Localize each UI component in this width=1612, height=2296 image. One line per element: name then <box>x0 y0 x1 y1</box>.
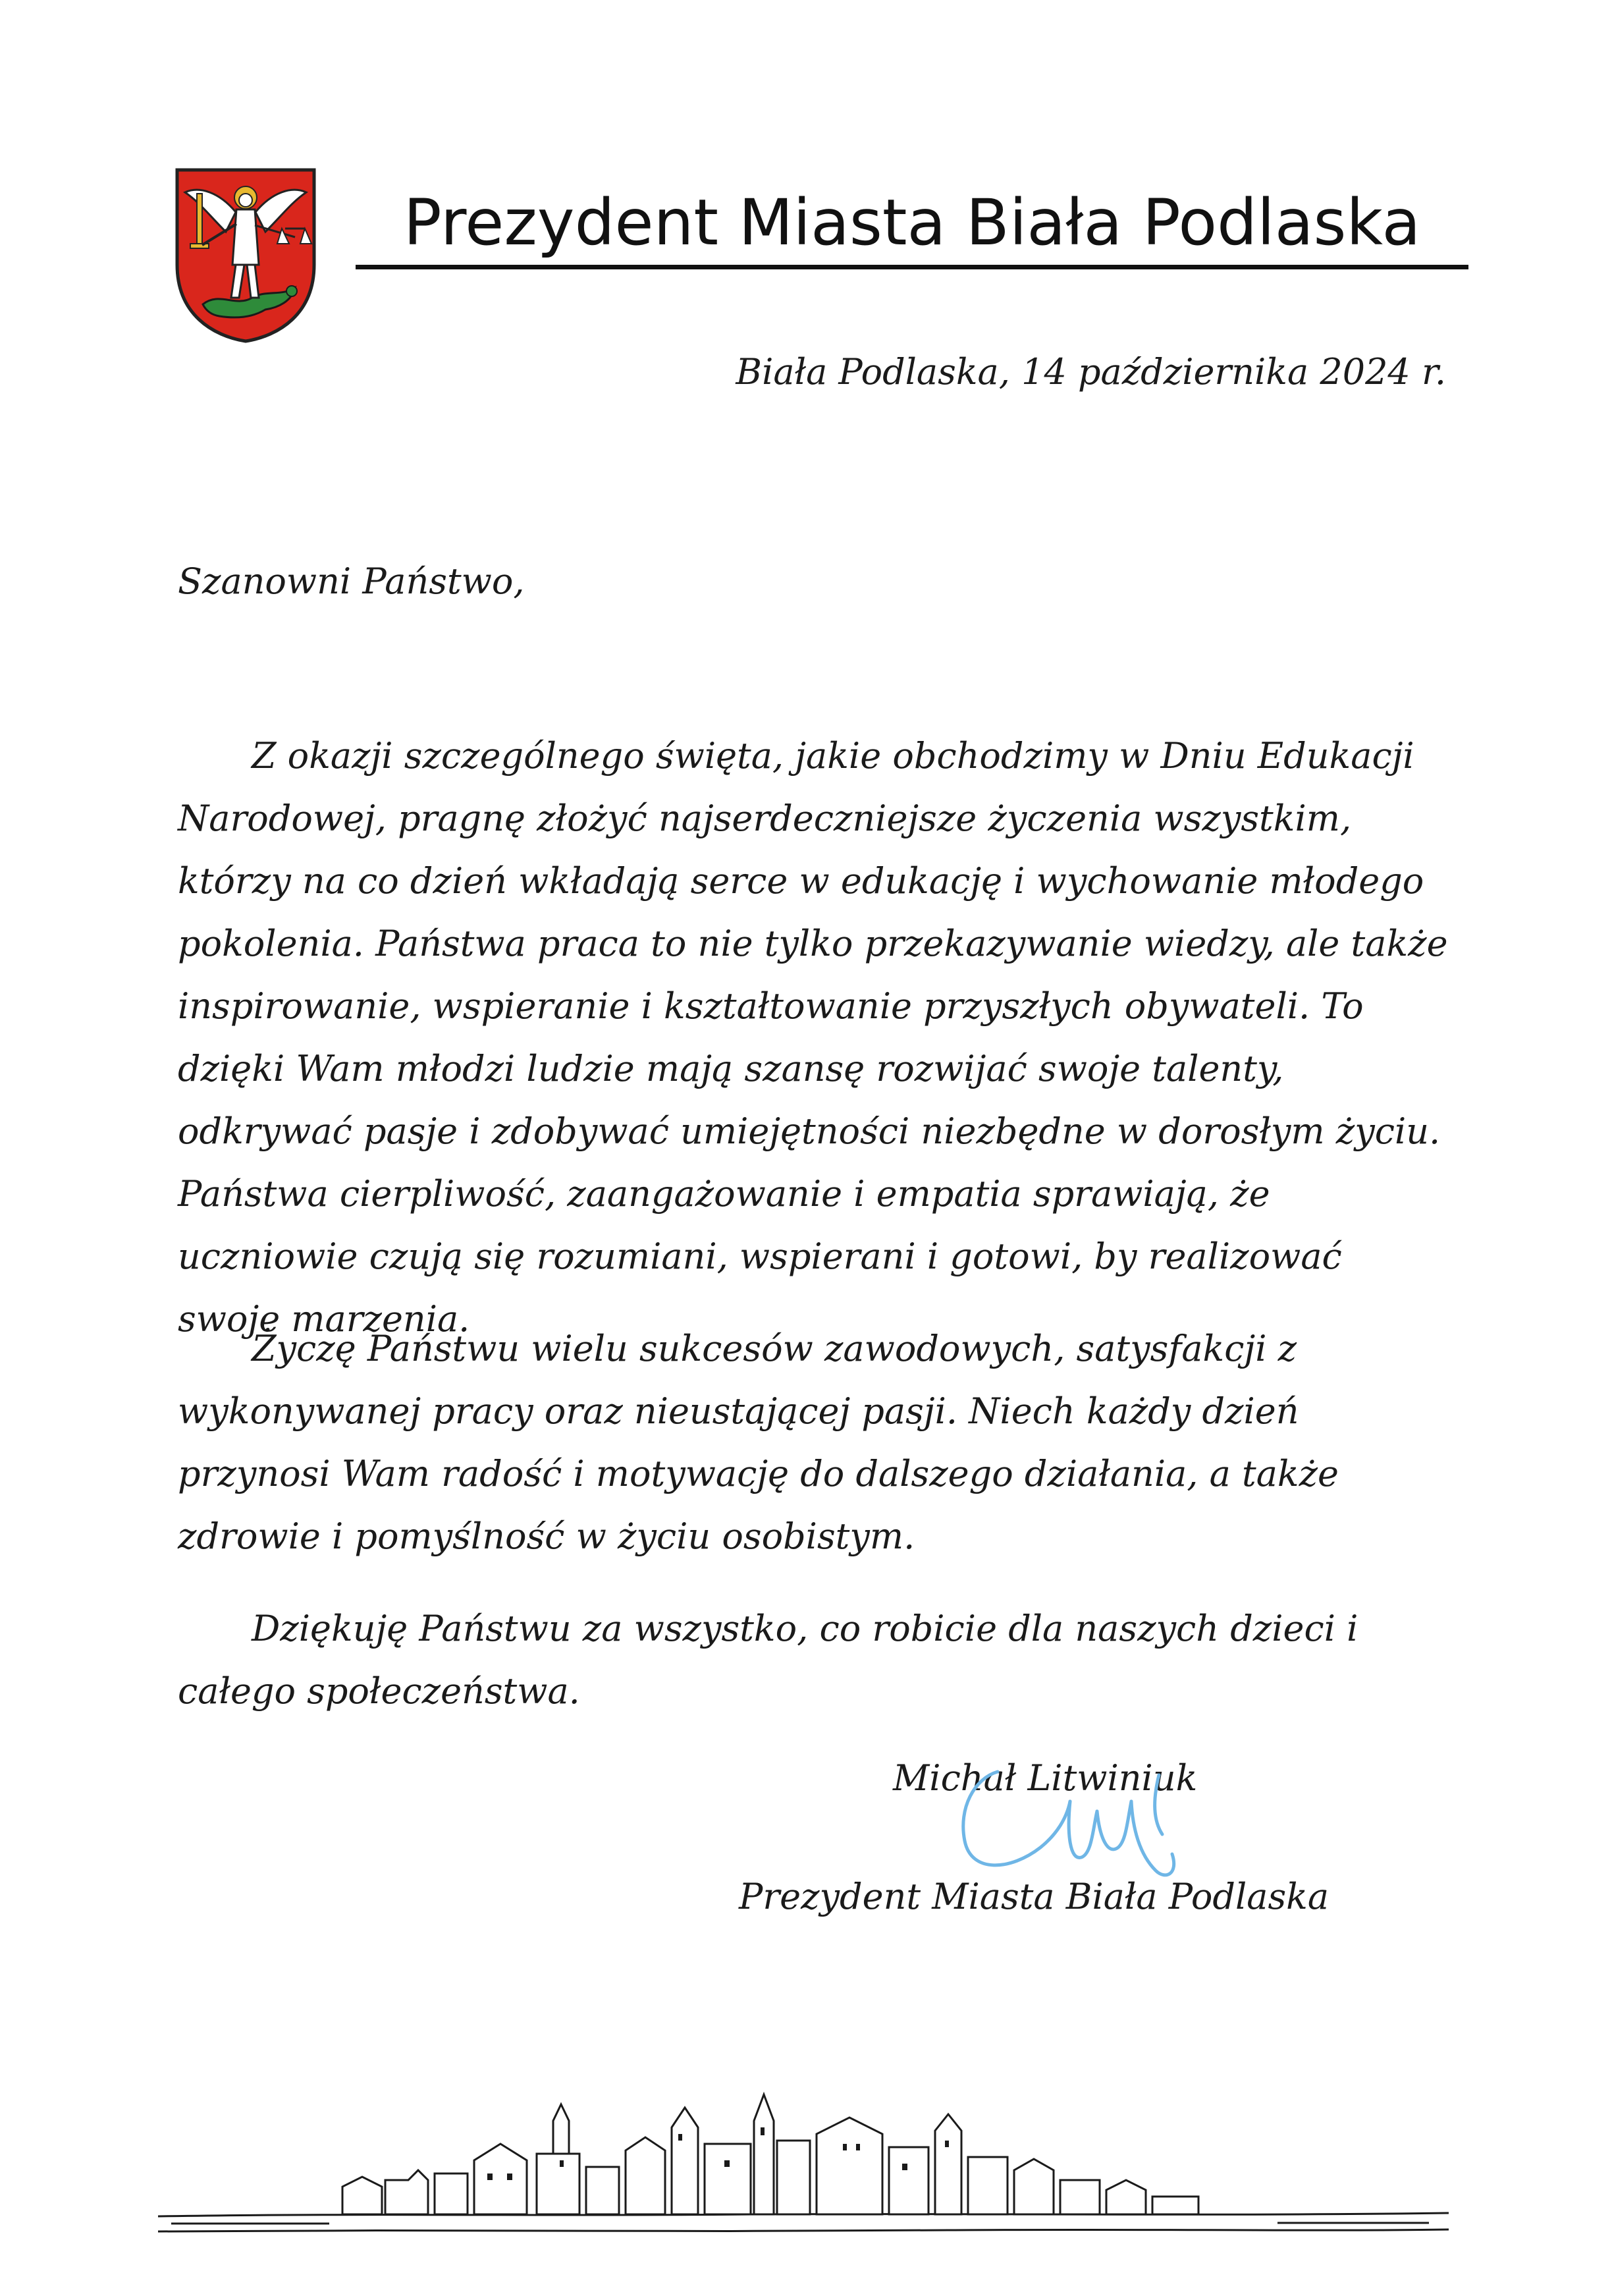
city-coat-of-arms-icon <box>173 166 319 344</box>
greeting: Szanowni Państwo, <box>178 560 525 602</box>
letterhead-rule <box>356 265 1468 269</box>
body-paragraph-1: Z okazji szczególnego święta, jakie obchodzimy w Dniu Edukacji Narodowej, pragnę złożyć najserdeczniejsze życzenia wszystkim, którzy na co dzień wkładają serce w edukację i wychowanie młodego pokolenia. Państwa praca to nie tylko przekazywanie wiedzy, ale także inspirowanie, wspieranie i kształtowanie przyszłych obywateli. To dzięki Wam młodzi ludzie mają szansę rozwijać swoje talenty, odkrywać pasje i zdobywać umiejętności niezbędne w dorosłym życiu. Państwa cierpliwość, zaangażowanie i empatia sprawiają, że uczniowie czują się rozumiani, wspierani i gotowi, by realizować swoje marzenia. <box>178 735 1448 1340</box>
signatory-name: Michał Litwiniuk <box>893 1757 1198 1799</box>
city-skyline-drawing-icon <box>158 2081 1449 2246</box>
body-paragraph-3: Dziękuję Państwu za wszystko, co robicie dla naszych dzieci i całego społeczeństwa. <box>178 1608 1358 1712</box>
body-paragraph-2: Życzę Państwu wielu sukcesów zawodowych, satysfakcji z wykonywanej pracy oraz nieustającej pasji. Niech każdy dzień przynosi Wam radość i motywację do dalszego działania, a także zdrowie i pomyślność w życiu osobistym. <box>178 1328 1339 1557</box>
letterhead <box>356 183 1468 275</box>
letterhead-title: Prezydent Miasta Biała Podlaska <box>403 186 1421 260</box>
place-and-date: Biała Podlaska, 14 października 2024 r. <box>736 351 1446 393</box>
signatory-title: Prezydent Miasta Biała Podlaska <box>739 1876 1330 1917</box>
